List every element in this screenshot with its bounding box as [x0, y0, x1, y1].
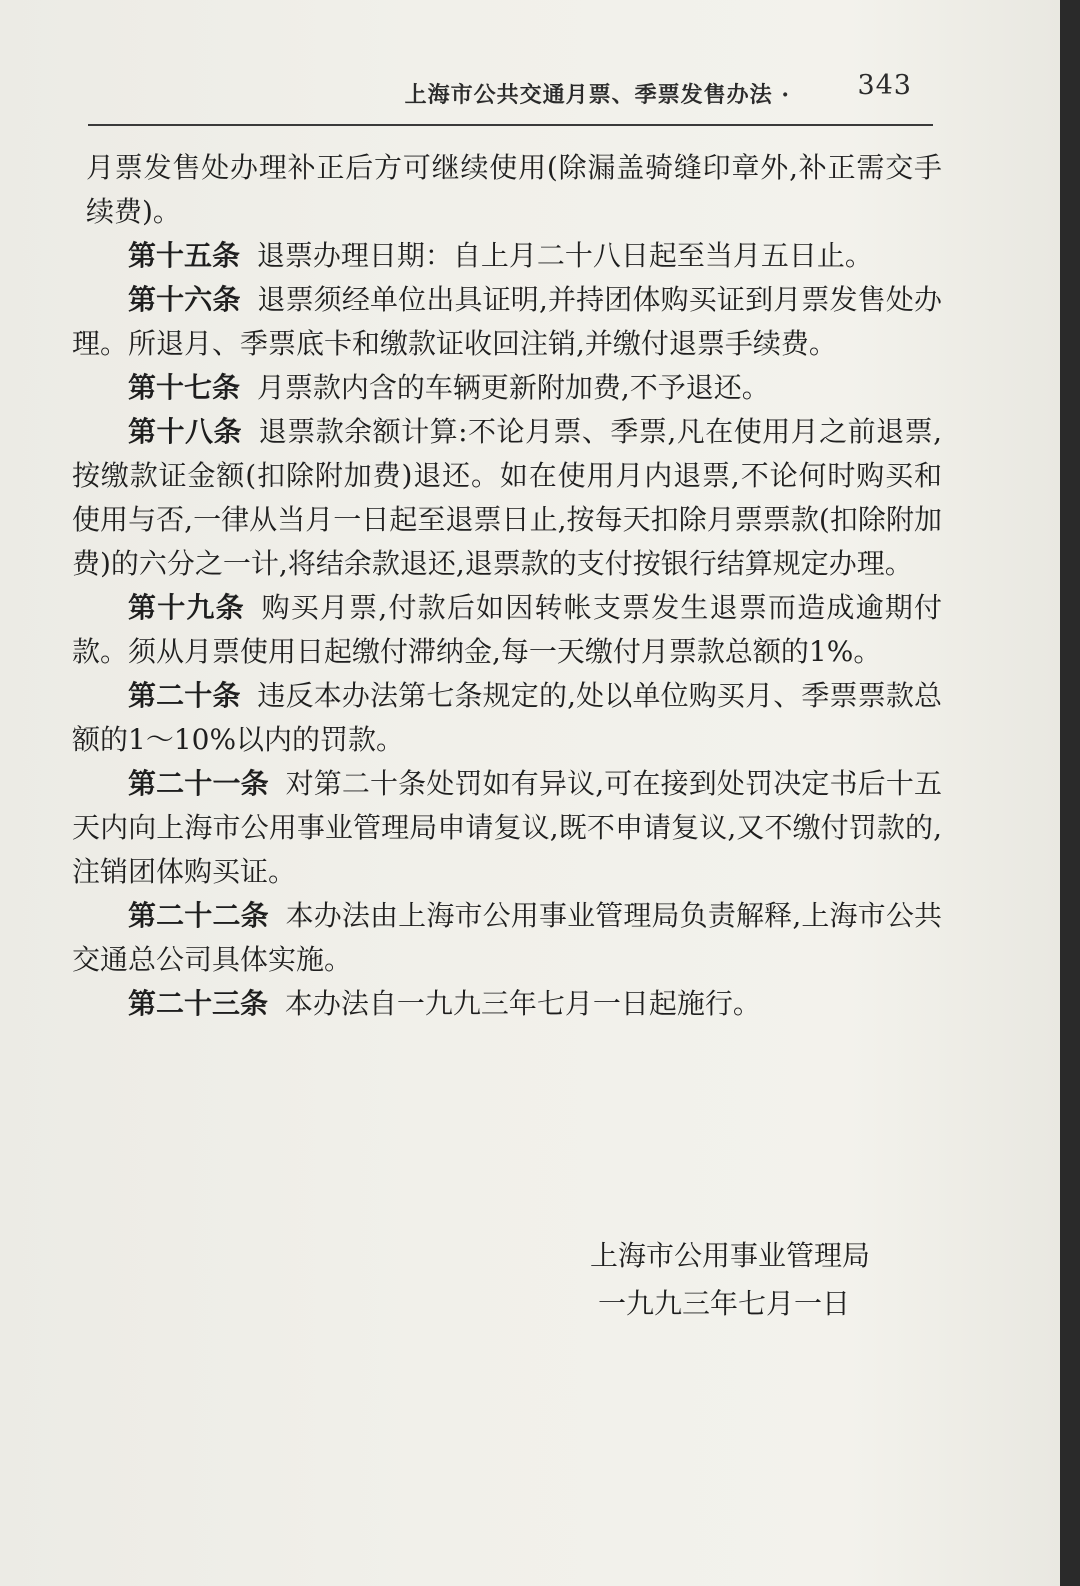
- article-text: 违反本办法第七条规定的,处以单位购买月、季票票款总额的1～10%以内的罚款。: [72, 679, 942, 756]
- article-label: 第二十三条: [128, 987, 269, 1020]
- article-text: 购买月票,付款后如因转帐支票发生退票而造成逾期付款。须从月票使用日起缴付滞纳金,每一天缴付月票款总额的1%。: [72, 591, 942, 668]
- article-label: 第十九条: [128, 591, 245, 624]
- article-text: 退票须经单位出具证明,并持团体购买证到月票发售处办理。所退月、季票底卡和缴款证收回注销,并缴付退票手续费。: [72, 283, 942, 360]
- article-22: [72, 894, 942, 982]
- running-title: 上海市公共交通月票、季票发售办法 ·: [404, 82, 790, 108]
- article-19: [72, 586, 942, 674]
- article-label: 第二十一条: [128, 767, 269, 800]
- page-header: [90, 68, 940, 110]
- issue-date: 一九九三年七月一日: [597, 1287, 850, 1320]
- signature-block: [590, 1232, 870, 1328]
- article-text: 本办法自一九九三年七月一日起施行。: [284, 987, 761, 1020]
- article-label: 第十八条: [128, 415, 242, 448]
- article-label: 第十五条: [128, 239, 241, 272]
- article-text: 退票款余额计算:不论月票、季票,凡在使用月之前退票,按缴款证金额(扣除附加费)退还。如在使用月内退票,不论何时购买和使用与否,一律从当月一日起至退票日止,按每天扣除月票票款(扣除附加费)的六分之一计,将结余款退还,退票款的支付按银行结算规定办理。: [72, 415, 942, 580]
- article-label: 第二十条: [128, 679, 241, 712]
- article-16: [72, 278, 942, 366]
- article-text: 本办法由上海市公用事业管理局负责解释,上海市公共交通总公司具体实施。: [72, 899, 942, 976]
- article-15: [72, 234, 942, 278]
- article-21: [72, 762, 942, 894]
- article-text: 退票办理日期：自上月二十八日起至当月五日止。: [256, 239, 873, 272]
- article-17: [72, 366, 942, 410]
- article-text: 对第二十条处罚如有异议,可在接到处罚决定书后十五天内向上海市公用事业管理局申请复议,既不申请复议,又不缴付罚款的,注销团体购买证。: [72, 767, 942, 888]
- article-label: 第十六条: [128, 283, 241, 316]
- header-rule: [88, 124, 933, 126]
- article-23: [72, 982, 942, 1026]
- article-label: 第十七条: [128, 371, 241, 404]
- issuing-authority: 上海市公用事业管理局: [589, 1239, 870, 1272]
- page-number: 343: [857, 70, 912, 101]
- article-label: 第二十二条: [128, 899, 269, 932]
- article-18: [72, 410, 942, 586]
- article-20: [72, 674, 942, 762]
- continuation-paragraph: 月票发售处办理补正后方可继续使用(除漏盖骑缝印章外,补正需交手续费)。: [86, 151, 942, 228]
- article-text: 月票款内含的车辆更新附加费,不予退还。: [256, 371, 770, 404]
- body-text: [72, 146, 942, 1026]
